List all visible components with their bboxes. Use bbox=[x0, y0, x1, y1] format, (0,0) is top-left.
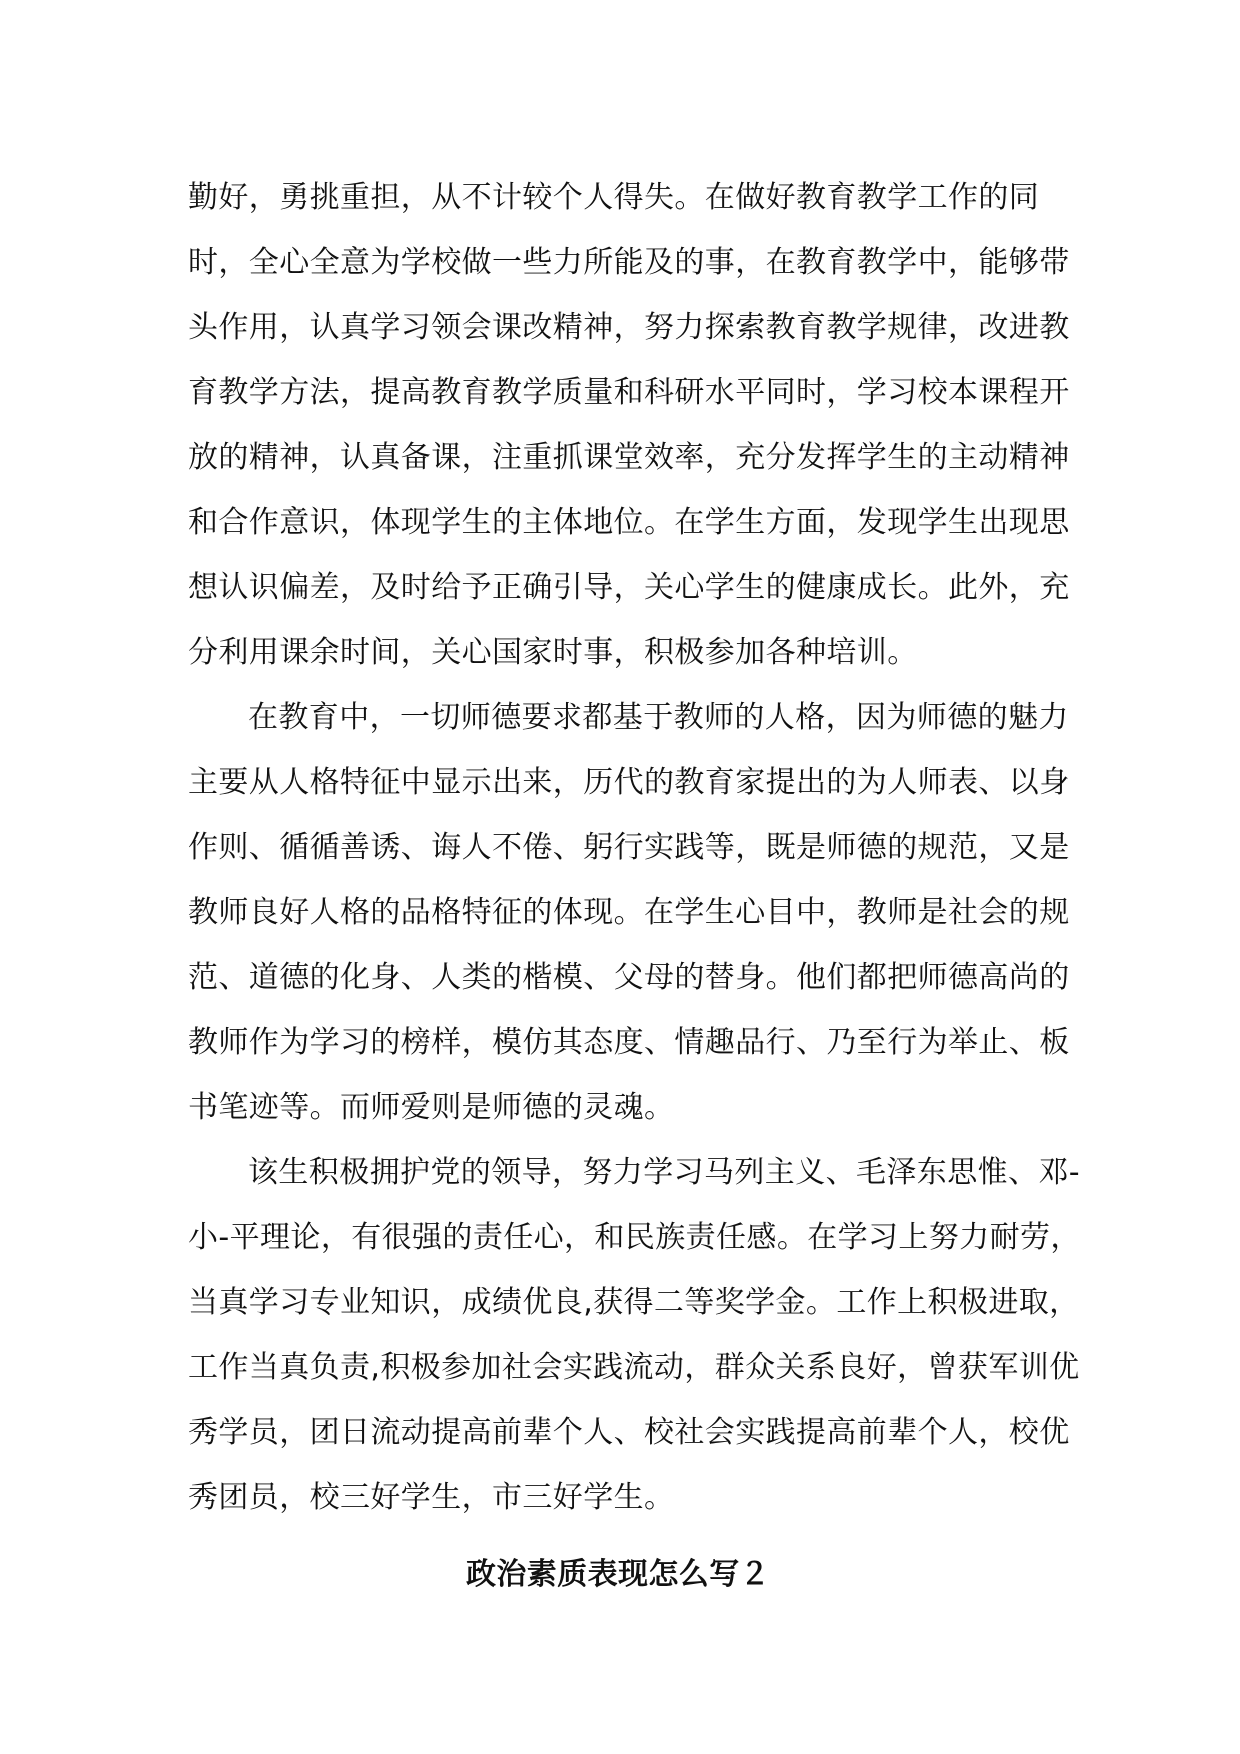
paragraph-3 bbox=[188, 1140, 1081, 1530]
text-line: 书笔迹等。而师爱则是师德的灵魂。 bbox=[188, 1090, 675, 1125]
document-body bbox=[188, 165, 1081, 1607]
text-line: 工作当真负责,积极参加社会实践流动，群众关系良好，曾获军训优 bbox=[188, 1350, 1080, 1385]
text-line: 勤好，勇挑重担，从不计较个人得失。在做好教育教学工作的同 bbox=[188, 180, 1040, 215]
text-line: 当真学习专业知识，成绩优良,获得二等奖学金。工作上积极进取， bbox=[188, 1285, 1080, 1320]
text-line: 秀团员，校三好学生，市三好学生。 bbox=[188, 1480, 675, 1515]
text-line: 头作用，认真学习领会课改精神，努力探索教育教学规律，改进教 bbox=[188, 310, 1070, 345]
text-line: 和合作意识，体现学生的主体地位。在学生方面，发现学生出现思 bbox=[188, 505, 1070, 540]
paragraph-1 bbox=[188, 165, 1070, 685]
text-line: 秀学员，团日流动提高前辈个人、校社会实践提高前辈个人，校优 bbox=[188, 1415, 1070, 1450]
text-line: 教师作为学习的榜样，模仿其态度、情趣品行、乃至行为举止、板 bbox=[188, 1025, 1070, 1060]
text-line: 主要从人格特征中显示出来，历代的教育家提出的为人师表、以身 bbox=[188, 765, 1070, 800]
text-line: 时，全心全意为学校做一些力所能及的事，在教育教学中，能够带 bbox=[188, 245, 1070, 280]
text-line: 放的精神，认真备课，注重抓课堂效率，充分发挥学生的主动精神 bbox=[188, 440, 1070, 475]
text-line: 范、道德的化身、人类的楷模、父母的替身。他们都把师德高尚的 bbox=[188, 960, 1070, 995]
text-line: 作则、循循善诱、诲人不倦、躬行实践等，既是师德的规范，又是 bbox=[188, 830, 1070, 865]
section-heading: 政治素质表现怎么写２ bbox=[466, 1557, 770, 1592]
text-line: 教师良好人格的品格特征的体现。在学生心目中，教师是社会的规 bbox=[188, 895, 1070, 930]
text-line: 分利用课余时间，关心国家时事，积极参加各种培训。 bbox=[188, 635, 918, 670]
text-line: 小-平理论，有很强的责任心，和民族责任感。在学习上努力耐劳， bbox=[188, 1220, 1081, 1255]
text-line: 育教学方法，提高教育教学质量和科研水平同时，学习校本课程开 bbox=[188, 375, 1070, 410]
paragraph-2 bbox=[188, 685, 1070, 1140]
text-line: 该生积极拥护党的领导，努力学习马列主义、毛泽东思惟、邓- bbox=[248, 1155, 1081, 1190]
text-line: 想认识偏差，及时给予正确引导，关心学生的健康成长。此外，充 bbox=[188, 570, 1070, 605]
text-line: 在教育中，一切师德要求都基于教师的人格，因为师德的魅力 bbox=[248, 700, 1069, 735]
